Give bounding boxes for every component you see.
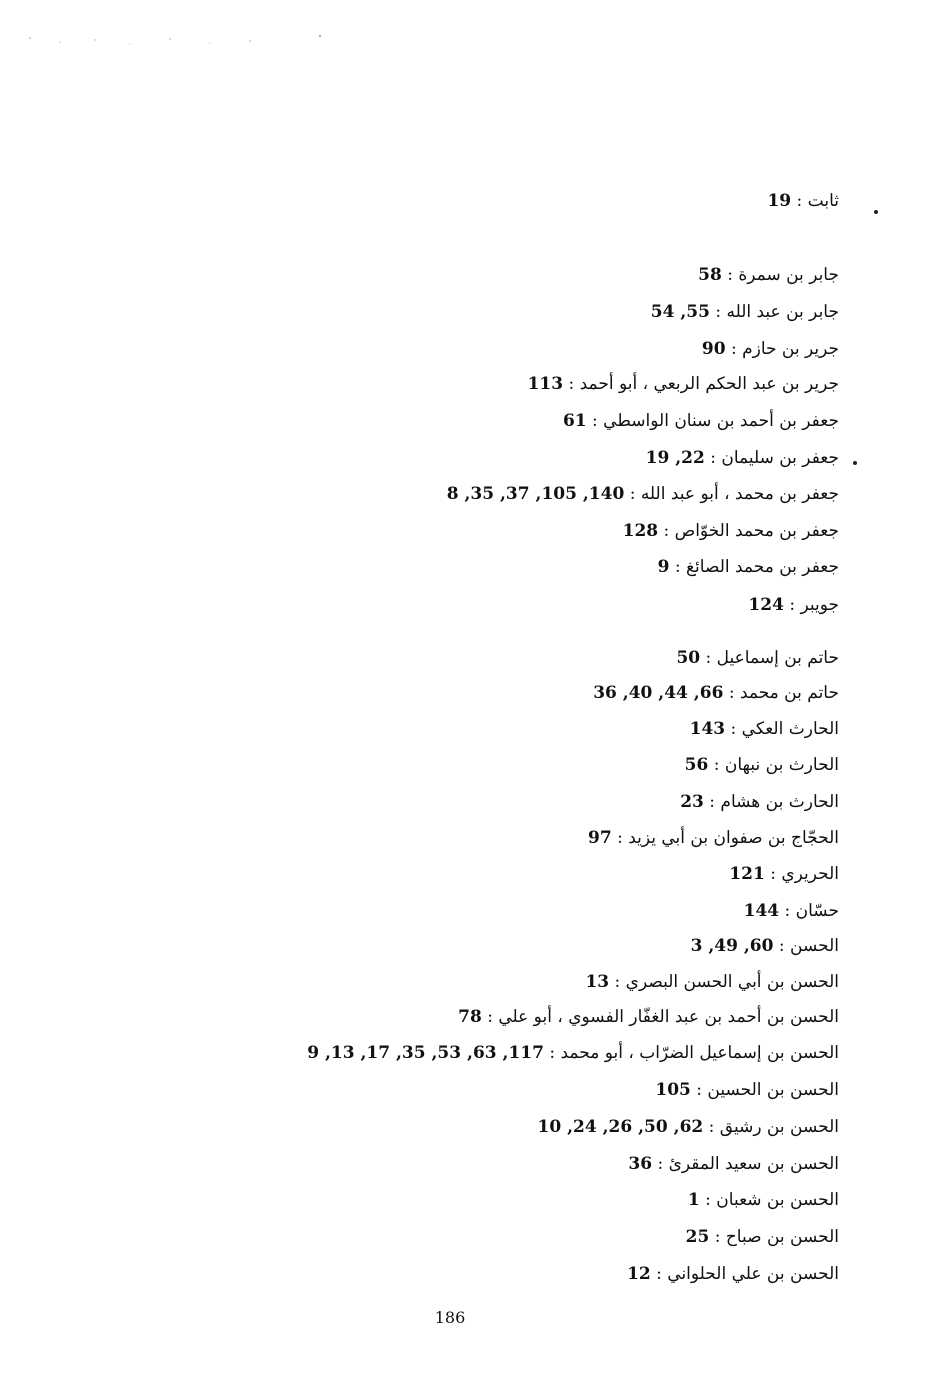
entry-refs: 117, 63, 53, 35, 17, 13, 9 [307,1043,544,1063]
index-entry [658,555,839,579]
index-entry [698,263,839,287]
index-entry [458,1005,839,1029]
entry-refs: 140, 105, 37, 35, 8 [446,484,625,504]
entry-name: حسّان : [784,901,839,921]
entry-refs: 113 [527,374,564,394]
entry-refs: 12 [627,1264,651,1284]
entry-name: الحسن بن سعيد المقرئ : [657,1154,839,1174]
entry-name: جعفر بن محمد الخوّاص : [663,521,839,541]
entry-refs: 90 [701,339,726,359]
entry-name: ثابت : [796,191,839,211]
index-entry [563,409,839,433]
entry-name: الحارث بن هشام : [709,792,839,812]
entry-refs: 50 [676,648,701,668]
entry-refs: 61 [562,411,587,431]
entry-name: الحريري : [770,864,839,884]
entry-refs: 13 [585,972,610,992]
margin-mark [874,210,878,214]
entry-refs: 143 [689,719,726,739]
entry-name: الحسن بن علي الحلواني : [656,1264,839,1284]
index-entry [538,1115,840,1139]
entry-name: جعفر بن أحمد بن سنان الواسطي : [592,411,839,431]
index-entry [690,717,839,741]
entry-name: جعفر بن سليمان : [710,448,839,468]
index-entry [655,1078,839,1102]
entry-name: جرير بن عبد الحكم الربعي ، أبو أحمد : [568,374,839,394]
entry-name: الحجّاج بن صفوان بن أبي يزيد : [617,828,839,848]
index-entry [686,1225,839,1249]
index-entry [680,790,839,814]
entry-name: الحسن بن أبي الحسن البصري : [614,972,839,992]
entry-refs: 55, 54 [650,302,710,322]
entry-name: حاتم بن إسماعيل : [705,648,839,668]
entry-refs: 22, 19 [645,448,705,468]
entry-name: الحسن بن الحسين : [696,1080,839,1100]
index-entry [528,372,839,396]
entry-refs: 36 [628,1154,653,1174]
entry-name: جابر بن سمرة : [727,265,839,285]
entry-name: جعفر بن محمد ، أبو عبد الله : [629,484,839,504]
entry-name: الحسن بن شعبان : [705,1190,839,1210]
index-entry [767,189,839,213]
entry-name: حاتم بن محمد : [728,683,839,703]
entry-name: جابر بن عبد الله : [715,302,839,322]
entry-name: جويبر : [789,595,839,615]
entry-name: الحسن : [778,936,839,956]
entry-refs: 128 [622,521,659,541]
index-entry [685,753,839,777]
entry-refs: 1 [687,1190,700,1210]
index-entry [688,1188,839,1212]
index-entry [691,934,839,958]
index-entry [588,826,839,850]
margin-mark [853,461,857,465]
entry-name: الحارث العكي : [730,719,839,739]
index-entry [748,593,839,617]
entry-refs: 66, 44, 40, 36 [593,683,724,703]
index-entry [646,446,839,470]
scan-noise [20,30,340,50]
entry-refs: 58 [698,265,722,285]
entry-refs: 105 [655,1080,691,1100]
entry-name: الحسن بن أحمد بن عبد الغفّار الفسوي ، أبو علي : [487,1007,839,1027]
index-entry [627,1262,839,1286]
entry-name: الحسن بن صباح : [714,1227,839,1247]
entry-refs: 78 [458,1007,482,1027]
index-entry [447,482,839,506]
index-entry [593,681,839,705]
entry-refs: 124 [748,595,784,615]
entry-name: الحسن بن إسماعيل الضرّاب ، أبو محمد : [549,1043,839,1063]
index-entry [729,862,839,886]
entry-refs: 62, 50, 26, 24, 10 [537,1117,704,1137]
entry-name: جرير بن حازم : [730,339,839,359]
entry-name: جعفر بن محمد الصائغ : [674,557,839,577]
entry-refs: 56 [684,755,709,775]
entry-refs: 60, 49, 3 [690,936,774,956]
index-entry [676,646,839,670]
index-entry [623,519,839,543]
entry-name: الحسن بن رشيق : [708,1117,839,1137]
index-entry [585,970,839,994]
index-entry [307,1041,839,1065]
entry-name: الحارث بن نبهان : [713,755,839,775]
index-entry [628,1152,839,1176]
entry-refs: 19 [767,191,792,211]
entry-refs: 121 [729,864,765,884]
entry-refs: 25 [685,1227,710,1247]
entry-refs: 97 [588,828,612,848]
index-entry [744,899,839,923]
page-number: 186 [434,1308,466,1327]
entry-refs: 144 [743,901,780,921]
entry-refs: 9 [657,557,670,577]
index-entry [651,300,839,324]
entry-refs: 23 [680,792,704,812]
index-entry [702,337,839,361]
